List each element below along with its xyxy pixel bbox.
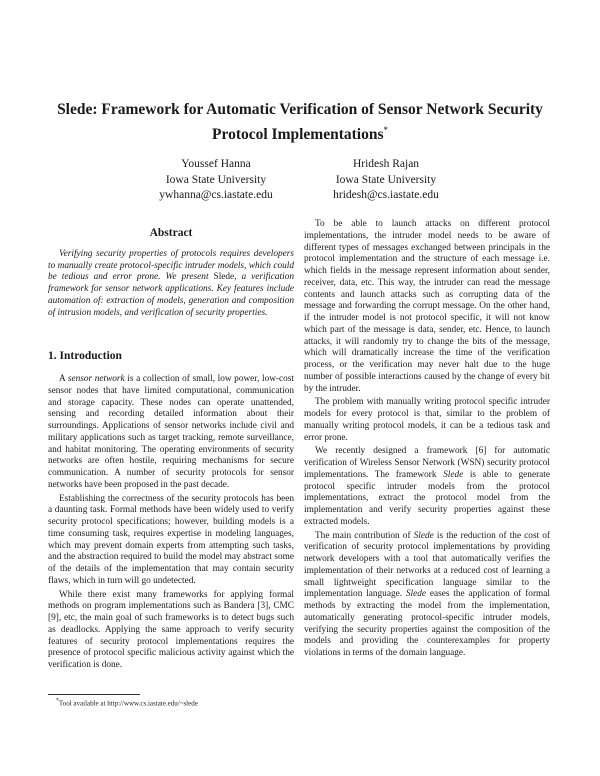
intro-paragraph-2: Establishing the correctness of the security protocols has been a daunting task. Formal methods have been widely used to verify security protocol specifications; however, building models is a time consuming task, requires expertise in modeling languages, which may prevent domain experts from attempting such tasks, and the abstraction required to build the model may abstract some of the details of the implementation that may contain security flaws, which in turn will go undetected. — [48, 493, 294, 586]
author-email: hridesh@cs.iastate.edu — [333, 189, 439, 201]
title-footnote-marker: * — [383, 125, 388, 135]
abstract-text: Verifying security properties of protocols requires developers to manually create protocol-specific intruder models, which could be tedious and error prone. We present Slede, a verification framework for sensor network applications. Key features include automation of: extraction of models, generation and composition of intrusion models, and verification of security properties. — [48, 248, 295, 318]
section-heading-introduction: 1. Introduction — [48, 350, 122, 363]
right-column — [304, 219, 550, 660]
left-column — [48, 228, 294, 672]
footnote-text: Tool available at http://www.cs.iastate.edu/~slede — [58, 699, 198, 708]
author-email: ywhanna@cs.iastate.edu — [159, 189, 273, 201]
intro-paragraph-1: A sensor network is a collection of small, low power, low-cost sensor nodes that have limited computational, communication and storage capacity. These nodes can operate unattended, sensing and recording detailed information about their surroundings. Applications of sensor networks include civil and military applications such as target tracking, remote surveillance, and habitat monitoring. The operating environments of security networks are often hostile, requiring mechanisms for secure communication. A number of security protocols for sensor networks have been proposed in the past decade. — [48, 374, 294, 490]
intro-paragraph-7: The main contribution of Slede is the reduction of the cost of verification of security protocol implementations by providing network developers with a tool that automatically verifies the implementation of their networks at a reduced cost of learning a small lightweight specification language similar to the implementation language. Slede eases the application of formal methods by extracting the model from the implementation, automatically generating protocol-specific intruder models, verifying the security properties against the composition of the models and providing the counterexamples for property violations in terms of the domain language. — [304, 530, 551, 658]
author-block-2 — [286, 157, 486, 204]
title-line-2: Protocol Implementations — [212, 126, 384, 144]
title-line-1: Slede: Framework for Automatic Verification of Sensor Network Security — [57, 101, 543, 118]
footnote-marker: * — [56, 698, 59, 704]
abstract-heading: Abstract — [149, 227, 193, 239]
author-name: Hridesh Rajan — [352, 158, 420, 170]
framework-name: Slede — [213, 272, 235, 283]
footnote — [56, 698, 198, 707]
intro-paragraph-3: While there exist many frameworks for applying formal methods on program implementations such as Bandera [3], CMC [9], etc, the main goal of such frameworks is to detect bugs such as deadlocks. Applying the same approach to verify security features of security protocol implementations requires the presence of protocol specific malicious activity against which the verification is done. — [48, 589, 294, 670]
author-affiliation: Iowa State University — [335, 173, 437, 186]
intro-paragraph-6: We recently designed a framework [6] for automatic verification of Wireless Sensor Network (WSN) security protocol implementations. The framework Slede is able to generate protocol specific intruder models from the protocol implementations, extract the protocol model from the implementation and verify security properties against these extracted models. — [304, 446, 550, 527]
author-name: Youssef Hanna — [181, 158, 251, 170]
paper-title — [40, 100, 560, 145]
intro-paragraph-4: To be able to launch attacks on different protocol implementations, the intruder model needs to be aware of different types of messages exchanged between principals in the protocol implementation and the structure of each message i.e. which fields in the message represent information about sender, receiver, data, etc. This way, the intruder can read the message contents and launch attacks such as corrupting data of the message and forwarding the corrupt message. On the other hand, if the intruder model is not protocol specific, it will not know which part of the message is data, sender, etc. Hence, to launch attacks, it will randomly try to change the bits of the message, which will dramatically increase the time of the verification process, or the verification may never halt due to the huge number of possible interactions caused by the change of every bit by the intruder. — [304, 219, 550, 394]
footnote-divider — [48, 694, 140, 695]
author-affiliation: Iowa State University — [165, 173, 267, 186]
intro-paragraph-5: The problem with manually writing protocol specific intruder models for every protocol is that, similar to the problem of manually writing protocol models, it can be a tedious task and error prone. — [304, 397, 550, 443]
